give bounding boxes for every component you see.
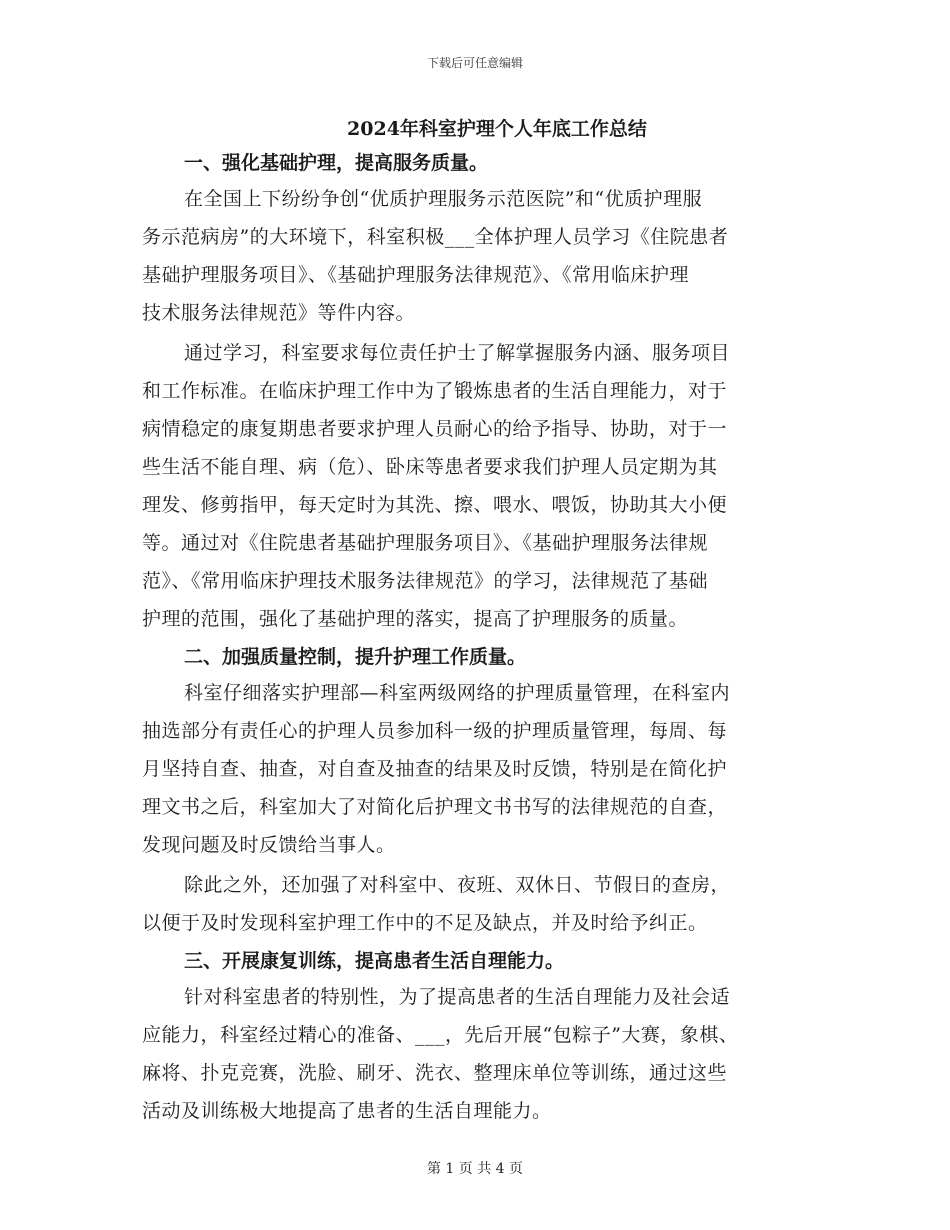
paragraph-1-2 [142, 334, 822, 638]
text-line: 理发、修剪指甲，每天定时为其洗、擦、喂水、喂饭，协助其大小便 [142, 494, 728, 516]
paragraph-2-1 [142, 674, 822, 864]
section-heading-3: 三、开展康复训练，提高患者生活自理能力。 [184, 950, 565, 972]
text-line: 些生活不能自理、病（危）、卧床等患者要求我们护理人员定期为其 [142, 456, 718, 478]
section-heading-1: 一、强化基础护理，提高服务质量。 [184, 152, 489, 174]
text-line: 和工作标准。在临床护理工作中为了锻炼患者的生活自理能力，对于 [142, 380, 728, 402]
text-line: 月坚持自查、抽查，对自查及抽查的结果及时反馈，特别是在简化护 [142, 758, 728, 780]
text-line: 以便于及时发现科室护理工作中的不足及缺点，并及时给予纠正。 [142, 912, 708, 934]
text-line: 等。通过对《住院患者基础护理服务项目》、《基础护理服务法律规 [142, 532, 709, 554]
text-line: 技术服务法律规范》等件内容。 [142, 302, 416, 324]
section-heading-2: 二、加强质量控制，提升护理工作质量。 [184, 646, 527, 668]
text-line: 除此之外，还加强了对科室中、夜班、双休日、节假日的查房， [184, 874, 731, 896]
text-line: 理文书之后，科室加大了对简化后护理文书书写的法律规范的自查， [142, 796, 728, 818]
text-line: 病情稳定的康复期患者要求护理人员耐心的给予指导、协助，对于一 [142, 418, 728, 440]
text-line: 麻将、扑克竞赛，洗脸、刷牙、洗衣、整理床单位等训练，通过这些 [142, 1062, 728, 1084]
text-line: 活动及训练极大地提高了患者的生活自理能力。 [142, 1100, 552, 1122]
text-line: 通过学习，科室要求每位责任护士了解掌握服务内涵、服务项目 [184, 342, 731, 364]
text-line: 应能力，科室经过精心的准备、___，先后开展“包粽子”大赛，象棋、 [142, 1024, 739, 1046]
text-line: 范》、《常用临床护理技术服务法律规范》的学习，法律规范了基础 [142, 570, 709, 592]
paragraph-1-1 [142, 180, 822, 332]
paragraph-3-1 [142, 978, 822, 1130]
text-line: 基础护理服务项目》、《基础护理服务法律规范》、《常用临床护理 [142, 264, 690, 286]
document-title: 2024年科室护理个人年底工作总结 [347, 118, 647, 140]
text-line: 在全国上下纷纷争创“优质护理服务示范医院”和“优质护理服 [184, 188, 703, 210]
document-body [142, 112, 822, 1132]
page-number: 第 1 页 共 4 页 [426, 1161, 524, 1177]
paragraph-2-2 [142, 866, 822, 942]
text-line: 针对科室患者的特别性，为了提高患者的生活自理能力及社会适 [184, 986, 731, 1008]
text-line: 务示范病房”的大环境下，科室积极___全体护理人员学习《住院患者 [142, 226, 729, 248]
text-line: 科室仔细落实护理部—科室两级网络的护理质量管理，在科室内 [184, 682, 731, 704]
text-line: 护理的范围，强化了基础护理的落实，提高了护理服务的质量。 [142, 608, 689, 630]
text-line: 抽选部分有责任心的护理人员参加科一级的护理质量管理，每周、每 [142, 720, 728, 742]
text-line: 发现问题及时反馈给当事人。 [142, 834, 396, 856]
header-note: 下载后可任意编辑 [426, 56, 523, 70]
